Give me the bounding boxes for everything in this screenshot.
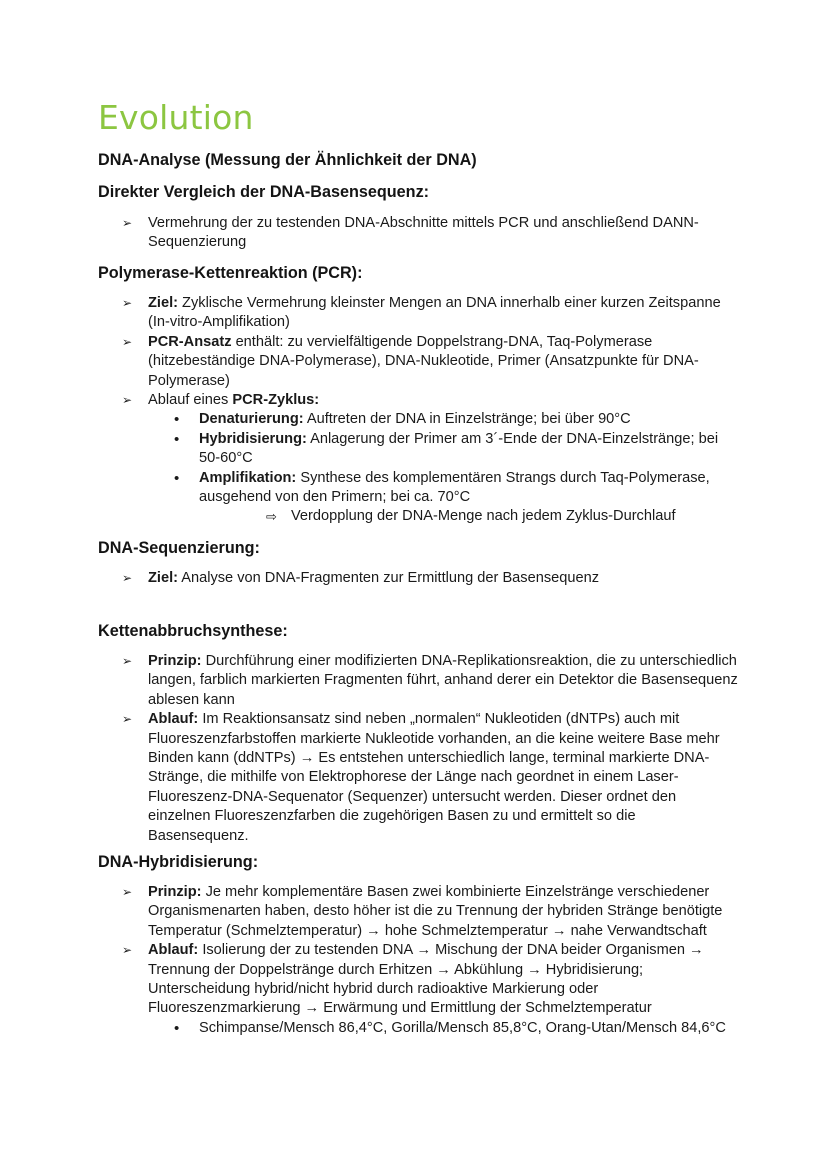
item-text: Isolierung der zu testenden DNA → Mischung der DNA beider Organismen → Trennung der Doppelstränge durch Erhitzen → Abkühlung → Hybridisierung; Unterscheidung hybrid/nicht hybrid durch radioaktive Markierung oder Fluoreszenzmarkierung → Erwärmung und Ermittlung der Schmelztemperatur [148,942,704,1017]
item-label: Ablauf: [148,711,199,728]
arrow-bullet-icon: ➢ [122,712,133,727]
item-label: PCR-Ansatz [148,333,232,350]
list-item [0,941,828,1019]
item-text: Anlagerung der Primer am 3´-Ende der DNA-Einzelstränge; bei 50-60°C [199,430,719,467]
double-arrow-icon: ⇨ [266,509,277,525]
heading-pcr: Polymerase-Kettenreaktion (PCR): [98,264,363,282]
item-label: Prinzip: [148,653,202,669]
list-hybridisierung [0,883,828,1038]
item-label: Amplifikation: [199,469,297,486]
heading-dna-hybridisierung: DNA-Hybridisierung: [98,853,259,871]
heading-dna-sequenzierung: DNA-Sequenzierung: [98,539,260,557]
list-kettenabbruch [0,652,828,846]
sub-list-item [0,410,828,429]
bullet-icon: • [174,1019,180,1037]
arrow-bullet-icon: ➢ [122,334,133,349]
item-text: Vermehrung der zu testenden DNA-Abschnitte mittels PCR und anschließend DANN-Sequenzierung [148,215,699,251]
arrow-bullet-icon: ➢ [122,885,133,899]
sub-list-item [0,1019,828,1038]
item-text: enthält: zu vervielfältigende Doppelstrang-DNA, Taq-Polymerase (hitzebeständige DNA-Polymerase), DNA-Nukleotide, Primer (Ansatzpunkte für DNA-Polymerase) [148,333,699,389]
arrow-bullet-icon: ➢ [122,943,133,958]
item-text: Analyse von DNA-Fragmenten zur Ermittlung der Basensequenz [178,570,599,586]
list-item [0,333,828,391]
item-text: Im Reaktionsansatz sind neben „normalen“ Nukleotiden (dNTPs) auch mit Fluoreszenzfarbstoffen markierte Nukleotide vorhanden, an die keine weitere Base mehr Binden kann (ddNTPs) → Es entstehen unterschiedlich lange, terminal markierte DNA-Stränge, die mithilfe von Elektrophorese der Länge nach geordnet in einem Laser-Fluoreszenz-DNA-Sequenator (Sequenzer) untersucht werden. Dieser ordnet den einzelnen Fluoreszenzfarben die zugehörigen Basen zu und ermittelt so die Basensequenz. [148,711,720,844]
list-pcr [0,294,828,527]
item-text: Ablauf eines [148,392,233,409]
list-item [0,710,828,846]
bullet-icon: • [174,469,180,487]
sub-list-item [0,430,828,469]
item-text: Verdopplung der DNA-Menge nach jedem Zyklus-Durchlauf [291,508,676,525]
list-item [0,883,828,941]
list-direkter-vergleich [0,214,828,253]
heading-dna-analyse: DNA-Analyse (Messung der Ähnlichkeit der DNA) [98,151,477,169]
list-item [0,214,828,253]
list-item [0,569,828,588]
arrow-bullet-icon: ➢ [122,393,133,408]
item-label: Prinzip: [148,884,202,900]
list-item [0,294,828,333]
heading-direkter-vergleich: Direkter Vergleich der DNA-Basensequenz: [98,183,430,201]
arrow-bullet-icon: ➢ [122,296,133,310]
item-label: Denaturierung: [199,411,304,428]
arrow-bullet-icon: ➢ [122,571,133,585]
item-text: Je mehr komplementäre Basen zwei kombinierte Einzelstränge verschiedener Organismenarten haben, desto höher ist die zu Trennung der hybriden Stränge benötigte Temperatur (Schmelztemperatur) → hohe Schmelztemperatur → nahe Verwandtschaft [148,884,723,939]
list-item [0,652,828,710]
bullet-icon: • [174,411,180,429]
item-text: Durchführung einer modifizierten DNA-Replikationsreaktion, die zu unterschiedlich langen, farblich markierten Fragmenten führt, anhand derer ein Detektor die Basensequenz ablesen kann [148,653,738,708]
item-text: Schimpanse/Mensch 86,4°C, Gorilla/Mensch 85,8°C, Orang-Utan/Mensch 84,6°C [199,1019,726,1036]
item-label: PCR-Zyklus: [232,392,320,409]
item-text: Synthese des komplementären Strangs durch Taq-Polymerase, ausgehend von den Primern; bei ca. 70°C [199,469,710,506]
item-label: Ablauf: [148,942,199,959]
bullet-icon: • [174,430,180,448]
arrow-bullet-icon: ➢ [122,654,133,668]
arrow-bullet-icon: ➢ [122,216,133,230]
item-text: Zyklische Vermehrung kleinster Mengen an DNA innerhalb einer kurzen Zeitspanne (In-vitro-Amplifikation) [148,295,721,331]
item-label: Ziel: [148,295,178,311]
list-sequenzierung [0,569,828,588]
item-text: Auftreten der DNA in Einzelstränge; bei über 90°C [303,411,631,428]
item-label: Hybridisierung: [199,430,307,447]
result-item [0,507,828,526]
item-label: Ziel: [148,570,178,586]
list-item [0,391,828,410]
heading-kettenabbruchsynthese: Kettenabbruchsynthese: [98,622,288,640]
sub-list-item [0,469,828,508]
page-title: Evolution [98,98,254,137]
